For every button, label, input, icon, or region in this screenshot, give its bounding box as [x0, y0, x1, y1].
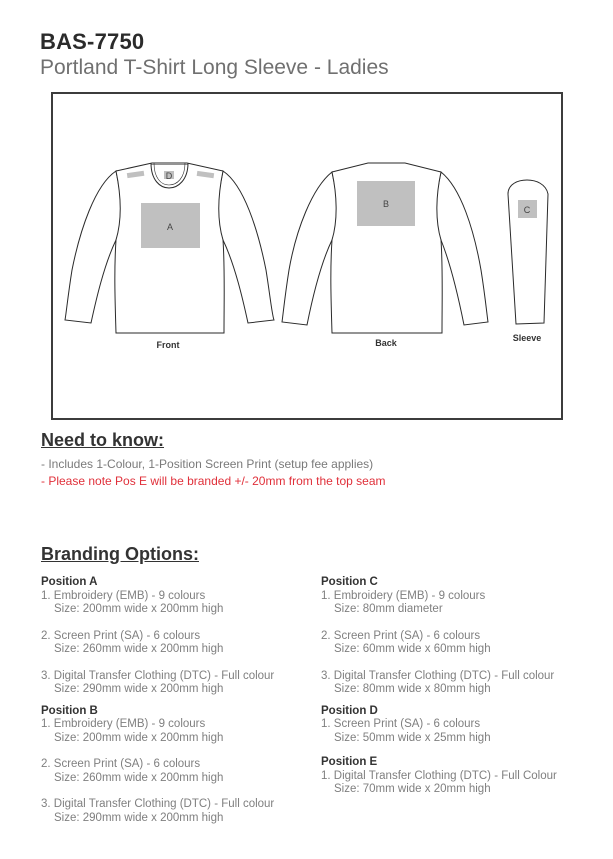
option-size: Size: 290mm wide x 200mm high [54, 811, 224, 824]
option-size: Size: 70mm wide x 20mm high [334, 783, 491, 795]
branding-column-right [321, 576, 557, 805]
branding-option [41, 670, 274, 697]
option-size: Size: 60mm wide x 60mm high [334, 643, 491, 655]
need-to-know-heading: Need to know: [41, 430, 165, 450]
option-size: Size: 200mm wide x 200mm high [54, 731, 224, 744]
option-size: Size: 80mm diameter [334, 603, 443, 615]
placement-b-label: B [382, 199, 390, 209]
position-title: Position C [321, 576, 378, 588]
note-pos-e: - Please note Pos E will be branded +/- 20mm from the top seam [41, 474, 386, 488]
back-left-sleeve [282, 172, 337, 325]
option-method: 3. Digital Transfer Clothing (DTC) - Full colour [321, 669, 555, 682]
front-right-sleeve [218, 171, 274, 323]
option-method: 1. Digital Transfer Clothing (DTC) - Full Colour [321, 769, 557, 782]
branding-option [321, 718, 557, 745]
view-label-back: Back [375, 338, 397, 348]
placement-a-label: A [166, 222, 174, 232]
position-title: Position D [321, 704, 378, 717]
position-title: Position E [321, 756, 378, 768]
position-b [41, 705, 274, 826]
position-d [321, 705, 557, 746]
option-method: 3. Digital Transfer Clothing (DTC) - Full colour [41, 798, 275, 810]
branding-option [321, 630, 557, 657]
option-size: Size: 80mm wide x 80mm high [334, 683, 491, 695]
front-left-sleeve [65, 171, 121, 323]
option-size: Size: 50mm wide x 25mm high [334, 731, 491, 744]
branding-option [41, 590, 274, 617]
view-label-front: Front [156, 340, 180, 350]
position-title: Position A [41, 576, 98, 588]
option-method: 2. Screen Print (SA) - 6 colours [41, 629, 201, 642]
option-size: Size: 200mm wide x 200mm high [54, 603, 224, 615]
option-method: 3. Digital Transfer Clothing (DTC) - Full colour [41, 669, 275, 682]
note-includes: - Includes 1-Colour, 1-Position Screen Print (setup fee applies) [41, 457, 374, 471]
option-method: 1. Screen Print (SA) - 6 colours [321, 718, 481, 730]
branding-option [41, 798, 274, 825]
product-title: Portland T-Shirt Long Sleeve - Ladies [40, 56, 389, 79]
branding-option [321, 770, 557, 797]
branding-option [41, 630, 274, 657]
garment-diagram [51, 92, 563, 420]
branding-option [321, 590, 557, 617]
option-method: 1. Embroidery (EMB) - 9 colours [321, 589, 486, 602]
option-method: 1. Embroidery (EMB) - 9 colours [41, 589, 206, 602]
position-c [321, 576, 557, 697]
position-e [321, 756, 557, 797]
branding-options-heading: Branding Options: [41, 544, 199, 564]
branding-option [321, 670, 557, 697]
position-a [41, 576, 274, 697]
option-method: 1. Embroidery (EMB) - 9 colours [41, 718, 206, 730]
product-code: BAS-7750 [40, 29, 145, 54]
option-method: 2. Screen Print (SA) - 6 colours [321, 629, 481, 642]
view-label-sleeve: Sleeve [512, 333, 542, 343]
option-size: Size: 260mm wide x 200mm high [54, 643, 224, 655]
option-method: 2. Screen Print (SA) - 6 colours [41, 758, 201, 770]
placement-c-label: C [523, 205, 531, 215]
option-size: Size: 290mm wide x 200mm high [54, 683, 224, 695]
branding-option [41, 758, 274, 785]
branding-option [41, 718, 274, 745]
position-title: Position B [41, 704, 98, 717]
branding-column-left [41, 576, 274, 833]
option-size: Size: 260mm wide x 200mm high [54, 771, 224, 784]
placement-d-label: D [165, 171, 173, 181]
back-right-sleeve [436, 172, 488, 325]
